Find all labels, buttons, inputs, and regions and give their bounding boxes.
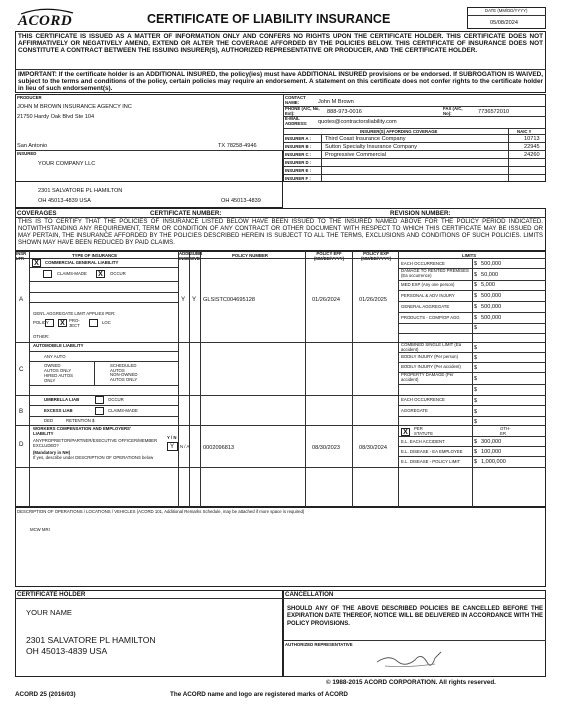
insurer-c-name: Progressive Commercial	[325, 152, 386, 158]
gl-policy-eff: 01/26/2024	[312, 297, 340, 303]
gl-limit-label: PRODUCTS - COMP/OP AGG	[401, 315, 460, 320]
wc-yn: Y / N	[167, 435, 177, 440]
wc-answer: Y	[170, 443, 175, 450]
holder-address: 2301 SALVATORE PL HAMILTON	[26, 635, 156, 645]
gl-occur-checkbox[interactable]: X	[96, 270, 105, 278]
producer-state-zip: TX 78258-4946	[218, 143, 257, 149]
description-label: DESCRIPTION OF OPERATIONS / LOCATIONS / VEHICLES (ACORD 101, Additional Remarks Schedule, may be attached if more space is required)	[17, 509, 305, 514]
auto-any-checkbox[interactable]	[31, 352, 40, 360]
cancellation-text: SHOULD ANY OF THE ABOVE DESCRIBED POLICIES BE CANCELLED BEFORE THE EXPIRATION DATE THEREOF, NOTICE WILL BE DELIVERED IN ACCORDANCE WITH THE POLICY PROVISIONS.	[287, 606, 543, 627]
contact-fax-label: FAX (A/C, No):	[443, 106, 463, 116]
gl-limit-value: 500,000	[481, 315, 502, 321]
wc-policy-exp: 08/30/2024	[359, 445, 387, 451]
contact-name-label: CONTACT NAME:	[285, 95, 306, 105]
gl-claims-made: CLAIMS-MADE	[57, 271, 87, 276]
gl-loc-option: LOC	[102, 320, 111, 325]
insurer-b-label: INSURER B :	[285, 144, 312, 149]
auto-limit-label: BODILY INJURY (Per person)	[401, 354, 458, 359]
auto-limit-label: BODILY INJURY (Per accident)	[401, 364, 461, 369]
gl-limit-value: 500,000	[481, 304, 502, 310]
gl-commercial-checkbox[interactable]: X	[32, 259, 41, 267]
dollar-sign: $	[474, 355, 478, 361]
wc-policy-number: 0002096813	[203, 445, 235, 451]
wc-mandatory: (Mandatory in NH)	[33, 450, 70, 455]
producer-name: JOHN M BROWN INSURANCE AGENCY INC	[17, 104, 132, 110]
gl-aggregate-label: GEN'L AGGREGATE LIMIT APPLIES PER:	[33, 311, 116, 316]
form-number: ACORD 25 (2016/03)	[15, 691, 76, 698]
umbrella-limit-label: EACH OCCURRENCE	[401, 397, 445, 402]
gl-limit-value: 500,000	[481, 261, 502, 267]
wc-limit-value: 100,000	[481, 449, 502, 455]
coverages-notice: THIS IS TO CERTIFY THAT THE POLICIES OF INSURANCE LISTED BELOW HAVE BEEN ISSUED TO THE INSURED NAMED ABOVE FOR THE POLICY PERIOD INDICATED. NOTWITHSTANDING ANY REQUIREMENT, TERM OR CONDITION OF ANY CONTRACT OR OTHER DOCUMENT WITH RESPECT TO WHICH THIS CERTIFICATE MAY BE ISSUED OR MAY PERTAIN, THE INSURANCE AFFORDED BY THE POLICIES DESCRIBED HEREIN IS SUBJECT TO ALL THE TERMS, EXCLUSIONS AND CONDITIONS OF SUCH POLICIES. LIMITS SHOWN MAY HAVE BEEN REDUCED BY PAID CLAIMS.	[18, 218, 543, 246]
wc-other: OTH- ER	[500, 426, 511, 436]
description-box	[15, 507, 546, 587]
gl-other: OTHER:	[33, 334, 50, 339]
dollar-sign: $	[474, 261, 478, 267]
insured-state-zip: OH 45013-4839	[221, 198, 261, 204]
holder-label: CERTIFICATE HOLDER	[17, 591, 86, 598]
dollar-sign: $	[474, 304, 478, 310]
umbrella-letter: B	[19, 408, 24, 415]
col-limits: LIMITS	[462, 253, 477, 258]
auto-non-owned: NON-OWNED AUTOS ONLY	[110, 372, 138, 382]
col-policy-number: POLICY NUMBER	[232, 253, 268, 258]
auto-scheduled: SCHEDULED AUTOS	[110, 363, 137, 373]
gl-occur: OCCUR	[110, 271, 126, 276]
auto-owned: OWNED AUTOS ONLY	[44, 363, 72, 373]
dollar-sign: $	[474, 365, 478, 371]
dollar-sign: $	[474, 419, 478, 425]
wc-limit-label: E.L. DISEASE - POLICY LIMIT	[401, 459, 461, 464]
contact-email-label: E-MAIL ADDRESS:	[285, 116, 308, 126]
signature	[375, 648, 455, 674]
auto-letter: C	[19, 366, 24, 373]
holder-name: YOUR NAME	[26, 608, 72, 617]
producer-address: 21750 Hardy Oak Blvd Ste 104	[17, 114, 95, 120]
wc-per-statute: PER STATUTE	[414, 426, 433, 436]
description-text: MCW MRI	[30, 527, 50, 532]
gl-addl-insd: Y	[181, 296, 186, 303]
umbrella-claims-made: CLAIMS-MADE	[108, 408, 138, 413]
important-text: IMPORTANT: If the certificate holder is an ADDITIONAL INSURED, the policy(ies) must have ADDITIONAL INSURED provisions or be endorsed. If SUBROGATION IS WAIVED, subject to the terms and conditions of the policy, certain policies may require an endorsement. A statement on this certificate does not confer rights to the certificate holder in lieu of such endorsement(s).	[18, 71, 543, 93]
copyright: © 1988-2015 ACORD CORPORATION. All rights reserved.	[326, 679, 496, 686]
date-value: 05/08/2024	[490, 20, 518, 26]
contact-fax: 7736572010	[478, 109, 510, 115]
dollar-sign: $	[474, 315, 478, 321]
wc-limit-value: 1,000,000	[481, 459, 506, 465]
dollar-sign: $	[474, 439, 478, 445]
col-insr-ltr: INSR LTR	[16, 251, 27, 261]
umbrella-retention: RETENTION $	[66, 418, 95, 423]
col-policy-exp: POLICY EXP (MM/DD/YYYY)	[360, 251, 392, 261]
gl-project-checkbox[interactable]: X	[58, 319, 67, 327]
wc-na: N / A	[180, 444, 190, 449]
col-type: TYPE OF INSURANCE	[72, 253, 118, 258]
insured-address: 2301 SALVATORE PL HAMILTON	[38, 188, 123, 194]
insurer-c-naic: 24260	[524, 152, 540, 158]
naic-label: NAIC #	[517, 129, 532, 134]
auto-type: AUTOMOBILE LIABILITY	[33, 343, 84, 348]
date-label: DATE (MM/DD/YYYY)	[485, 8, 528, 13]
contact-email: quotes@contractorsliability.com	[318, 119, 397, 125]
gl-policy-exp: 01/26/2025	[359, 297, 387, 303]
insured-city: OH 45013-4839 USA	[38, 198, 91, 204]
gl-type: COMMERCIAL GENERAL LIABILITY	[45, 260, 119, 265]
auto-limit-label: PROPERTY DAMAGE (Per accident)	[401, 372, 454, 382]
dollar-sign: $	[474, 409, 478, 415]
producer-label: PRODUCER	[17, 95, 42, 100]
holder-box	[15, 590, 283, 677]
insurer-f-box	[283, 174, 546, 182]
wc-type: WORKERS COMPENSATION AND EMPLOYERS' LIABILITY	[33, 426, 131, 436]
wc-letter: D	[19, 441, 24, 448]
insurer-a-naic: 10713	[524, 136, 540, 142]
gl-loc-checkbox[interactable]	[89, 319, 98, 327]
gl-limit-label: GENERAL AGGREGATE	[401, 304, 450, 309]
insured-name: YOUR COMPANY LLC	[38, 161, 96, 167]
dollar-sign: $	[474, 345, 478, 351]
insurers-affording-label: INSURER(S) AFFORDING COVERAGE	[360, 129, 438, 134]
dollar-sign: $	[474, 398, 478, 404]
producer-city: San Antonio	[17, 143, 48, 149]
gl-policy-option: POLICY	[33, 320, 49, 325]
gl-limit-value: 50,000	[481, 272, 499, 278]
gl-letter: A	[19, 296, 24, 303]
gl-policy-number: GLSISTC004695128	[203, 297, 255, 303]
insured-label: INSURED	[17, 151, 37, 156]
insurer-d-label: INSURER D :	[285, 160, 312, 165]
insurer-e-label: INSURER E :	[285, 168, 312, 173]
dollar-sign: $	[474, 325, 478, 331]
col-addl: ADDL INSD	[179, 251, 191, 261]
trademark-notice: The ACORD name and logo are registered marks of ACORD	[170, 691, 348, 698]
dollar-sign: $	[474, 449, 478, 455]
wc-per-statute-checkbox[interactable]: X	[401, 428, 410, 436]
certificate-number-label: CERTIFICATE NUMBER:	[150, 210, 222, 217]
dollar-sign: $	[474, 272, 478, 278]
contact-phone-label: PHONE (A/C, No, Ext):	[285, 106, 320, 116]
wc-limit-value: 300,000	[481, 439, 502, 445]
insurer-a-name: Third Coast Insurance Company	[325, 136, 406, 142]
gl-claims-made-checkbox[interactable]	[43, 270, 52, 278]
insurer-b-name: Sutton Specialty Insurance Company	[325, 144, 418, 150]
dollar-sign: $	[474, 282, 478, 288]
wc-describe: If yes, describe under DESCRIPTION OF OPERATIONS below	[33, 455, 154, 460]
dollar-sign: $	[474, 293, 478, 299]
holder-city: OH 45013-4839 USA	[26, 646, 108, 656]
wc-question: ANYPROPRIETOR/PARTNER/EXECUTIVE OFFICER/MEMBER EXCLUDED?	[33, 438, 158, 448]
insurer-b-naic: 22945	[524, 144, 540, 150]
dollar-sign: $	[474, 387, 478, 393]
wc-policy-eff: 08/30/2023	[312, 445, 340, 451]
auto-any: ANY AUTO	[44, 354, 66, 359]
umbrella-liab: UMBRELLA LIAB	[44, 397, 80, 402]
gl-limit-label: DAMAGE TO RENTED PREMISES (Ea occurrence)	[401, 268, 469, 278]
insurer-f-label: INSURER F :	[285, 176, 311, 181]
insured-box	[15, 150, 283, 208]
coverages-title: COVERAGES	[17, 210, 57, 217]
dollar-sign: $	[474, 376, 478, 382]
page-title: CERTIFICATE OF LIABILITY INSURANCE	[147, 12, 391, 26]
contact-name: John M Brown	[318, 99, 354, 105]
wc-limit-label: E.L. DISEASE - EA EMPLOYEE	[401, 449, 463, 454]
insurer-a-label: INSURER A :	[285, 136, 311, 141]
umbrella-claims-made-checkbox[interactable]	[95, 407, 104, 415]
cancellation-label: CANCELLATION	[285, 591, 334, 598]
umbrella-occur-checkbox[interactable]	[95, 396, 104, 404]
dollar-sign: $	[474, 459, 478, 465]
insurer-c-label: INSURER C :	[285, 152, 312, 157]
gl-limit-value: 5,000	[481, 282, 495, 288]
revision-number-label: REVISION NUMBER:	[390, 210, 451, 217]
umbrella-limit-label: AGGREGATE	[401, 408, 428, 413]
gl-limit-value: 500,000	[481, 293, 502, 299]
gl-limit-label: MED EXP (Any one person)	[401, 282, 455, 287]
gl-limit-label: EACH OCCURRENCE	[401, 261, 445, 266]
umbrella-ded: DED	[44, 418, 54, 423]
col-policy-eff: POLICY EFF (MM/DD/YYYY)	[313, 251, 345, 261]
excess-liab: EXCESS LIAB	[44, 408, 73, 413]
col-subr: SUBR WVD	[190, 251, 203, 261]
disclaimer-text: THIS CERTIFICATE IS ISSUED AS A MATTER OF INFORMATION ONLY AND CONFERS NO RIGHTS UPON THE CERTIFICATE HOLDER. THIS CERTIFICATE DOES NOT AFFIRMATIVELY OR NEGATIVELY AMEND, EXTEND OR ALTER THE COVERAGE AFFORDED BY THE POLICIES BELOW. THIS CERTIFICATE OF INSURANCE DOES NOT CONSTITUTE A CONTRACT BETWEEN THE ISSUING INSURER(S), AUTHORIZED REPRESENTATIVE OR PRODUCER, AND THE CERTIFICATE HOLDER.	[18, 33, 543, 55]
authorized-representative-label: AUTHORIZED REPRESENTATIVE	[285, 642, 353, 647]
wc-limit-label: E.L. EACH ACCIDENT	[401, 439, 445, 444]
gl-limit-label: PERSONAL & ADV INJURY	[401, 293, 455, 298]
umbrella-occur: OCCUR	[108, 397, 124, 402]
gl-subr-wvd: Y	[192, 296, 197, 303]
acord-logo-text: ACORD	[18, 13, 73, 29]
contact-phone: 888-973-0016	[327, 109, 362, 115]
auto-hired: HIRED AUTOS ONLY	[44, 373, 74, 383]
auto-limit-label: COMBINED SINGLE LIMIT (Ea accident)	[401, 342, 462, 352]
gl-project-option: PRO-JECT	[69, 318, 80, 328]
